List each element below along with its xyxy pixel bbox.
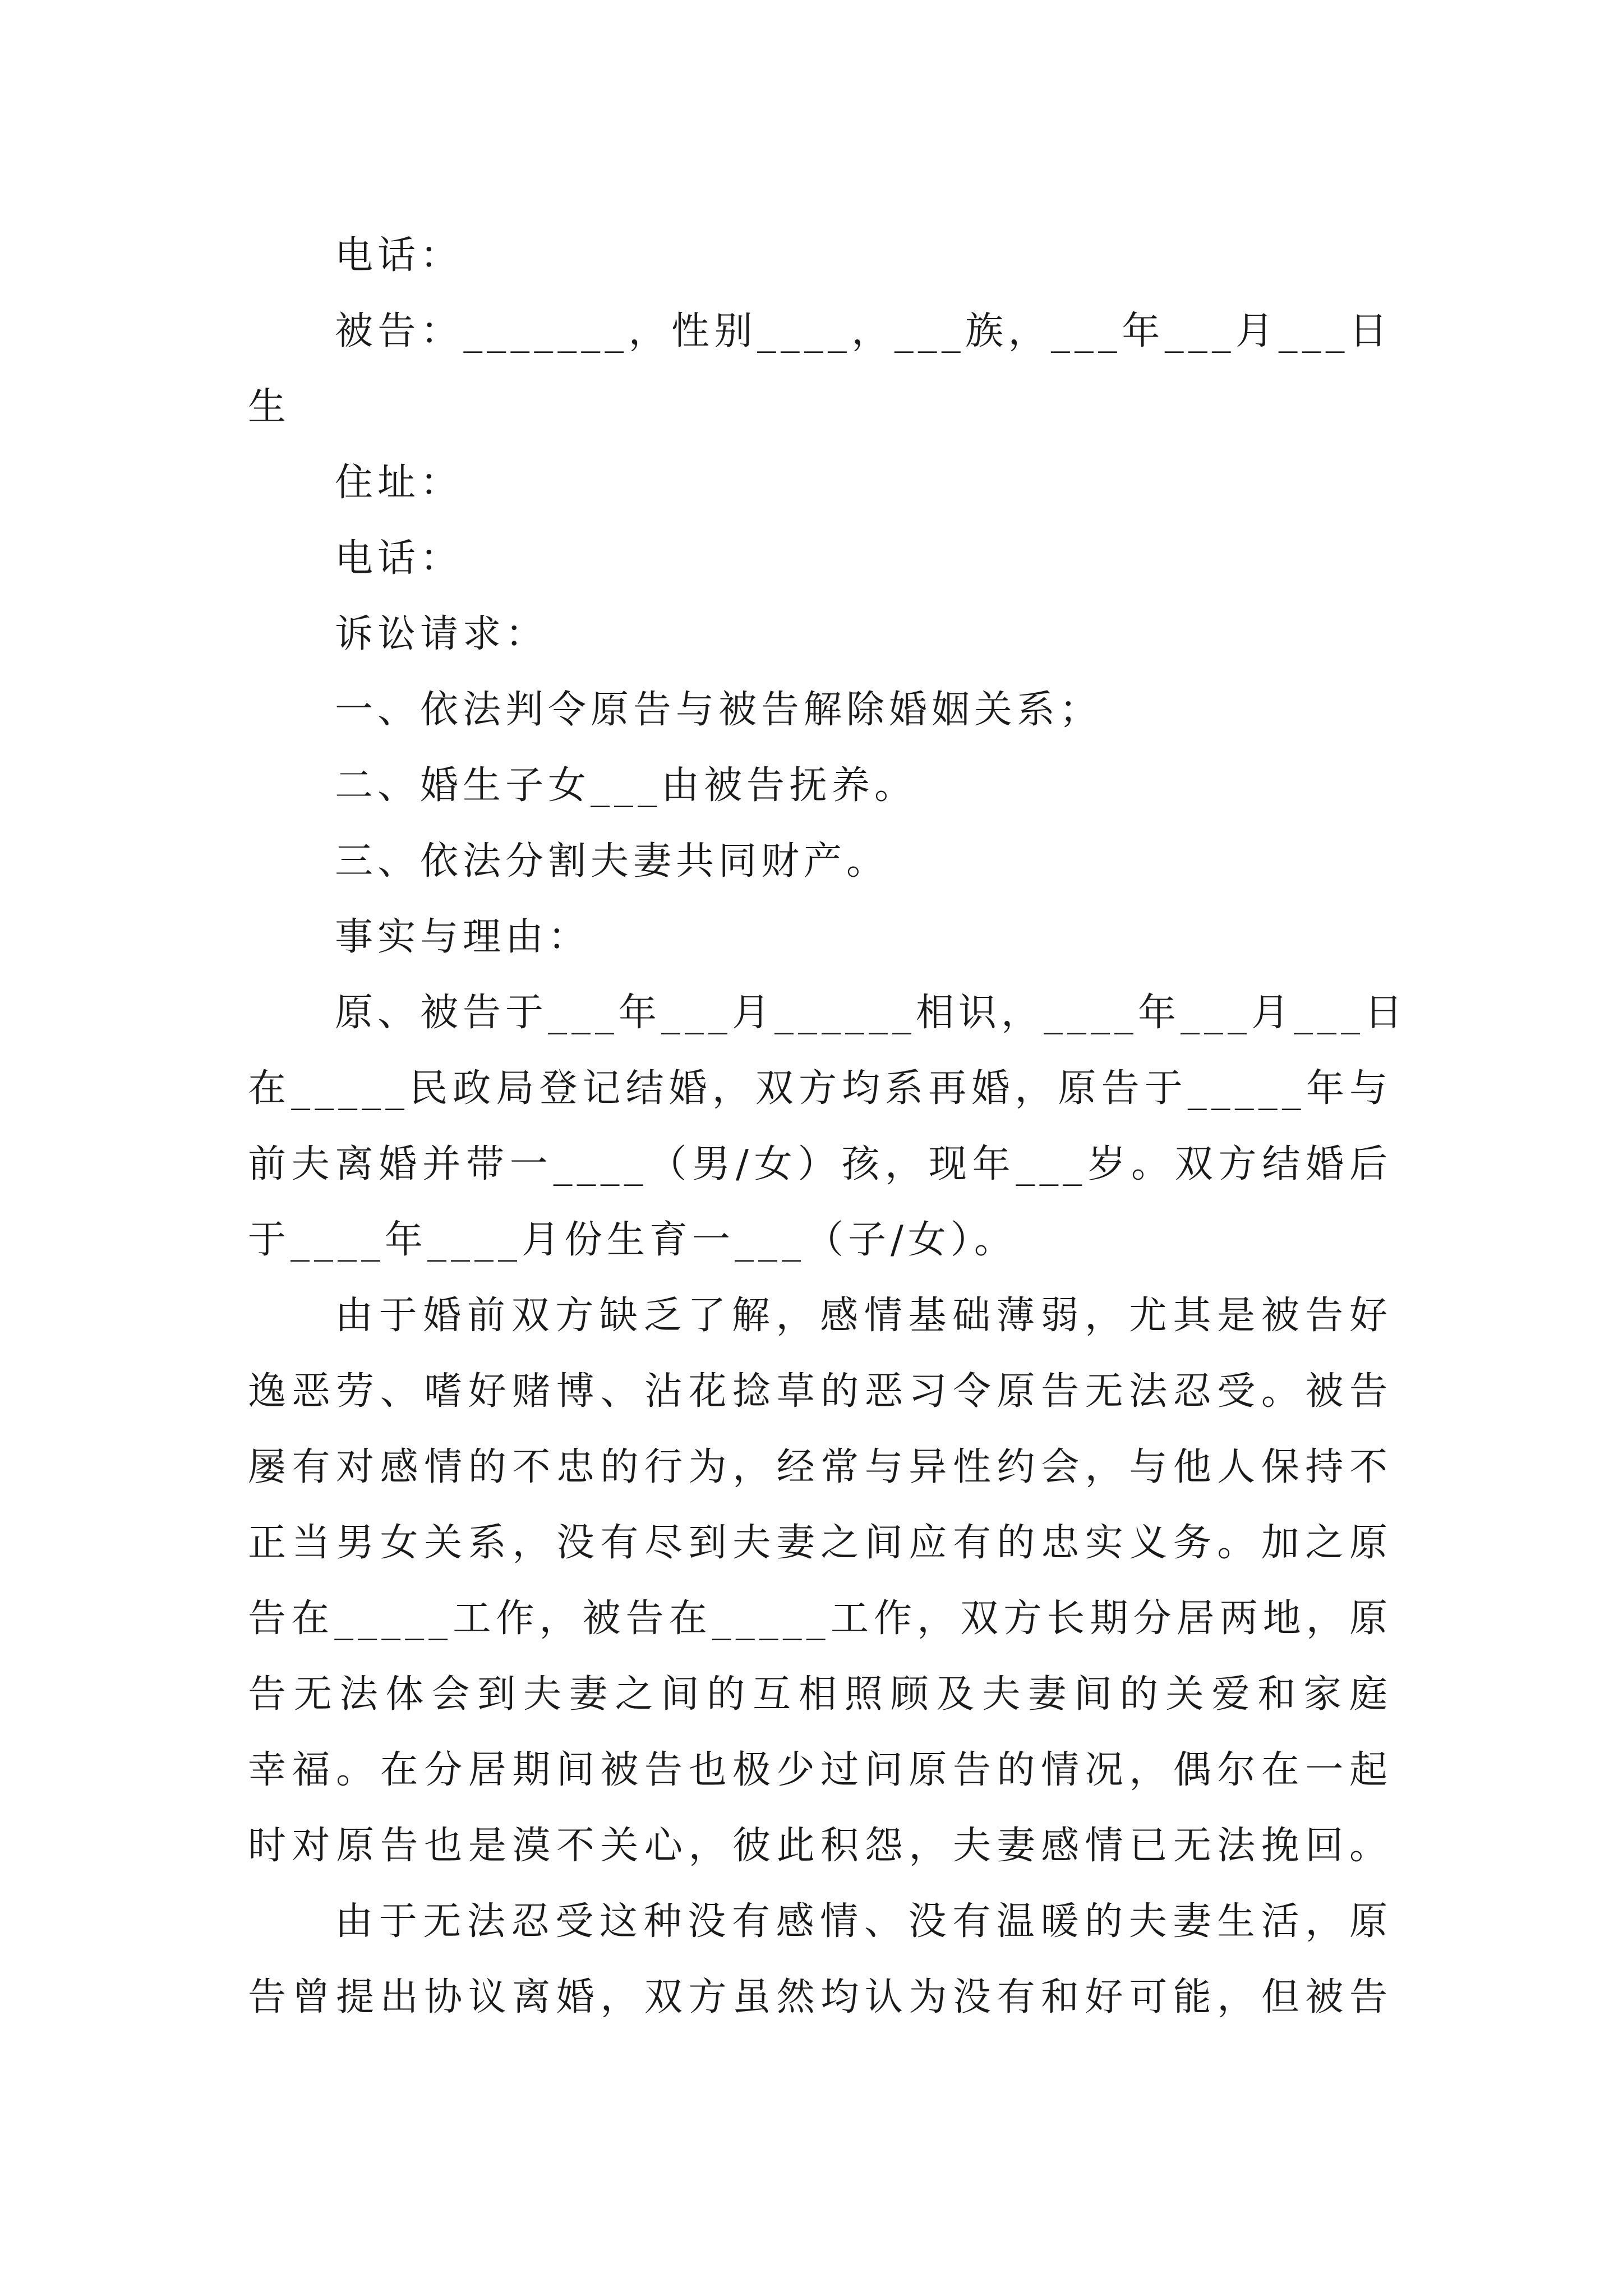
facts-para-2-line-8: 时对原告也是漠不关心，彼此积怨，夫妻感情已无法挽回。: [248, 1824, 1392, 1868]
defendant-info-line: 被告：_______，性别____，___族，___年___月___日: [335, 309, 1392, 353]
defendant-phone-line: 电话：: [335, 536, 463, 581]
claim-item-2: 二、婚生子女___由被告抚养。: [335, 763, 917, 808]
facts-para-1-line-2: 在_____民政局登记结婚，双方均系再婚，原告于_____年与: [248, 1066, 1392, 1111]
facts-para-2-line-7: 幸福。在分居期间被告也极少过问原告的情况，偶尔在一起: [248, 1748, 1392, 1792]
facts-para-2-line-4: 正当男女关系，没有尽到夫妻之间应有的忠实义务。加之原: [248, 1521, 1392, 1565]
facts-para-1-line-4: 于____年____月份生育一___（子/女）。: [248, 1218, 1017, 1262]
defendant-info-line-cont: 生: [248, 385, 291, 429]
facts-para-1-line-1: 原、被告于___年___月______相识，____年___月___日: [335, 991, 1408, 1035]
facts-para-3-line-1: 由于无法忍受这种没有感情、没有温暖的夫妻生活，原: [335, 1899, 1392, 1944]
facts-para-2-line-1: 由于婚前双方缺乏了解，感情基础薄弱，尤其是被告好: [335, 1294, 1392, 1338]
facts-para-2-line-6: 告无法体会到夫妻之间的互相照顾及夫妻间的关爱和家庭: [248, 1672, 1392, 1717]
facts-para-1-line-3: 前夫离婚并带一____（男/女）孩，现年___岁。双方结婚后: [248, 1142, 1392, 1186]
facts-para-3-line-2: 告曾提出协议离婚，双方虽然均认为没有和好可能，但被告: [248, 1975, 1392, 2019]
document-body: [248, 218, 1408, 2035]
facts-heading: 事实与理由：: [335, 915, 591, 959]
claim-item-3: 三、依法分割夫妻共同财产。: [335, 839, 889, 884]
claim-item-1: 一、依法判令原告与被告解除婚姻关系；: [335, 688, 1103, 732]
facts-para-2-line-5: 告在_____工作，被告在_____工作，双方长期分居两地，原: [248, 1596, 1392, 1641]
facts-para-2-line-3: 屡有对感情的不忠的行为，经常与异性约会，与他人保持不: [248, 1445, 1392, 1489]
facts-para-2-line-2: 逸恶劳、嗜好赌博、沾花捻草的恶习令原告无法忍受。被告: [248, 1369, 1392, 1414]
defendant-address-line: 住址：: [335, 461, 463, 505]
plaintiff-phone-line: 电话：: [335, 233, 463, 278]
claims-heading: 诉讼请求：: [335, 612, 548, 656]
